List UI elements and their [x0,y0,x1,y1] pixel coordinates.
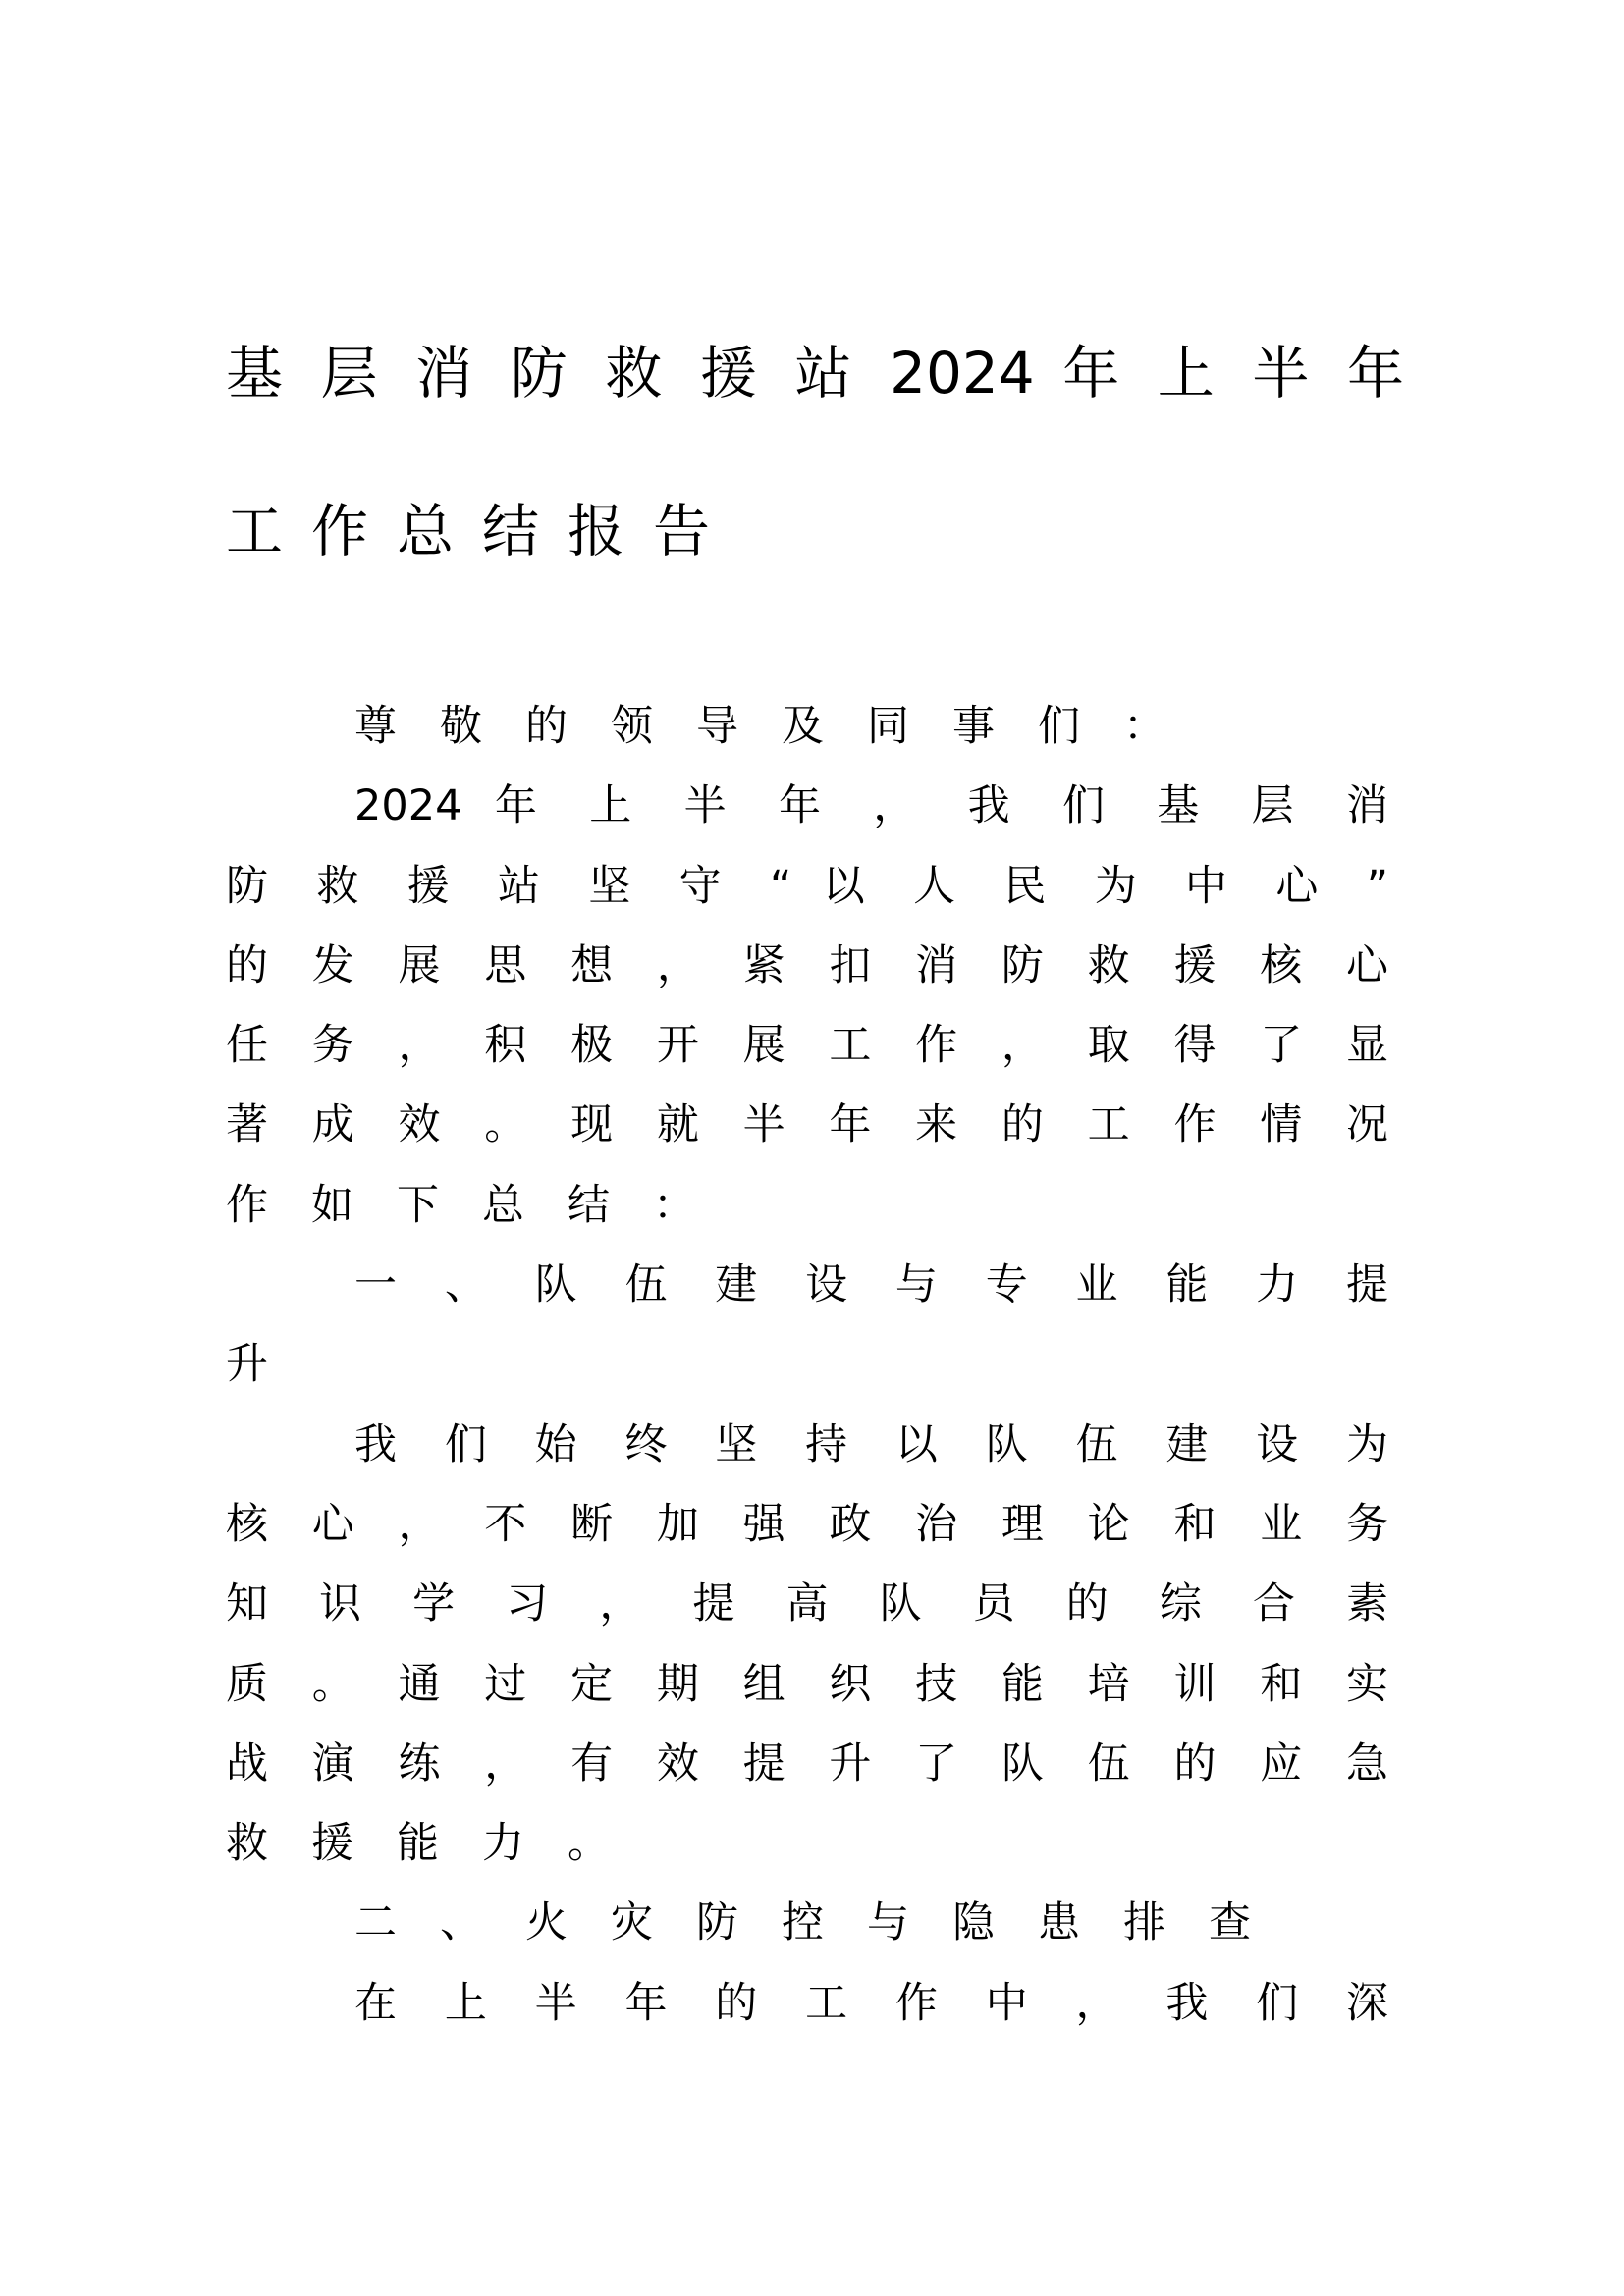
document-body [226,687,1388,2044]
body-line: 作如下总结： [226,1180,738,1230]
body-line: 升 [226,1340,311,1390]
body-line: 一 、 队 伍 建 设 与 专 业 能 力 提 [354,1260,1388,1310]
body-line: 二、火灾防控与隐患排查 [354,1898,1294,1949]
body-line: 的 发 展 思 想 ， 紧 扣 消 防 救 援 核 心 [226,940,1388,990]
body-line: 在 上 半 年 的 工 作 中 ， 我 们 深 [354,1978,1388,2028]
document-title [226,294,1404,611]
title-line-2: 工作总结报告 [226,498,739,564]
body-line: 任 务 ， 积 极 开 展 工 作 ， 取 得 了 显 [226,1021,1388,1071]
body-line: 2024 年 上 半 年 ， 我 们 基 层 消 [354,781,1388,831]
body-line: 知 识 学 习 ， 提 高 队 员 的 综 合 素 [226,1579,1388,1629]
body-line: 质 。 通 过 定 期 组 织 技 能 培 训 和 实 [226,1659,1388,1709]
body-line: 尊敬的领导及同事们： [354,702,1209,751]
body-line: 防 救 援 站 坚 守 “ 以 人 民 为 中 心 ” [226,861,1388,911]
body-line: 救援能力。 [226,1819,653,1869]
title-line-1: 基 层 消 防 救 援 站 2024 年 上 半 年 [226,340,1404,406]
body-line: 我 们 始 终 坚 持 以 队 伍 建 设 为 [354,1419,1388,1469]
body-line: 核 心 ， 不 断 加 强 政 治 理 论 和 业 务 [226,1499,1388,1549]
body-line: 战 演 练 ， 有 效 提 升 了 队 伍 的 应 急 [226,1738,1388,1789]
body-line: 著 成 效 。 现 就 半 年 来 的 工 作 情 况 [226,1100,1388,1150]
